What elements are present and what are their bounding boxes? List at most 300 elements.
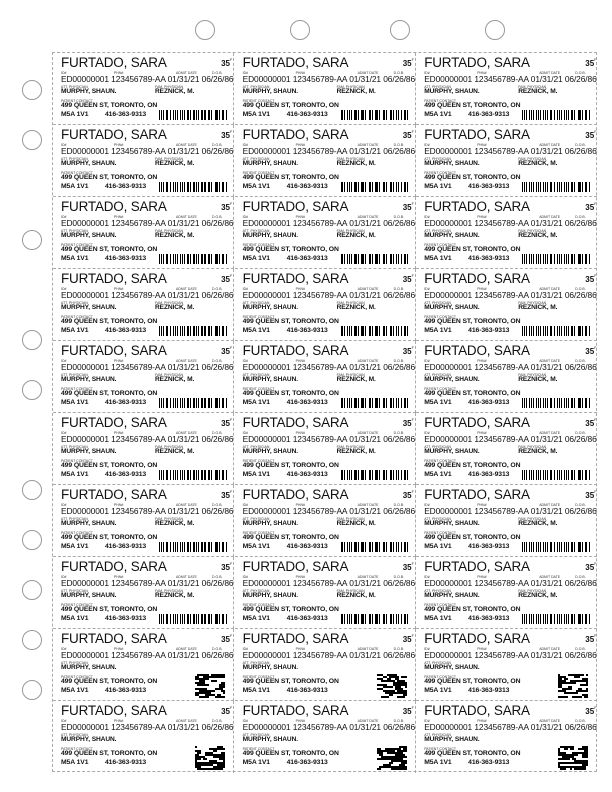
barcode-icon [159,614,229,624]
phone-number: 416-363-9313 [104,111,147,118]
patient-label[interactable] [235,485,416,557]
phn-caption: PHN# [477,71,487,75]
patient-id: ED00000001 [424,650,473,660]
patient-label[interactable] [53,53,234,125]
att-physician: MURPHY, SHAUN. [61,160,117,167]
phn-caption: PHN# [477,287,487,291]
patient-age: 35 [585,59,595,68]
dob-caption: D.O.B. [393,215,405,219]
phone-number: 416-363-9313 [104,615,147,622]
postal-code: M5A 1V1 [424,399,452,406]
patient-label[interactable] [416,485,597,557]
phn-caption: PHN# [295,575,305,579]
att-physician: MURPHY, SHAUN. [424,88,480,95]
punch-hole [195,20,215,40]
date-of-birth: 06/26/86 [383,650,416,660]
dob-caption: D.O.B. [212,143,223,147]
patient-id: ED00000001 [242,146,291,156]
patient-label[interactable] [416,629,597,701]
punch-hole [22,380,42,400]
patient-age: 35 [402,275,412,284]
patient-label[interactable] [416,413,597,485]
fam-physician: REZNICK, M. [518,520,558,527]
patient-id: ED00000001 [242,650,291,660]
patient-name: FURTADO, SARA [61,703,167,718]
id-caption: ID# [424,647,430,651]
id-phn-dates-line [424,506,596,516]
date-of-birth: 06/26/86 [201,74,234,84]
att-physician: MURPHY, SHAUN. [61,736,117,743]
date-of-birth: 06/26/86 [201,146,234,156]
address-line: 499 QUEEN ST, TORONTO, ON [242,174,339,181]
fam-physician: REZNICK, M. [336,232,376,239]
id-phn-dates-line [61,146,233,156]
patient-name: FURTADO, SARA [242,199,349,214]
patient-label[interactable] [235,269,416,341]
id-phn-dates-line [61,434,233,444]
punch-hole [22,580,42,600]
patient-sex: F [594,418,597,422]
fam-physician-caption: FAM. PHYSICIAN [336,229,365,233]
patient-age: 35 [402,707,412,716]
id-phn-dates-line [61,290,233,300]
admit-date: 01/31/21 [349,722,381,732]
patient-id: ED00000001 [61,578,109,588]
phn-caption: PHN# [477,359,487,363]
att-physician-caption: ATT. PHYSICIAN [61,373,88,377]
barcode-icon [159,542,229,552]
att-physician: MURPHY, SHAUN. [61,88,117,95]
id-phn-dates-line [243,650,415,660]
fam-physician: REZNICK, M. [518,232,558,239]
phone-number: 416-363-9313 [104,183,147,190]
patient-name: FURTADO, SARA [61,559,167,574]
id-caption: ID# [242,719,249,723]
dob-caption: D.O.B. [212,719,223,723]
postal-code: M5A 1V1 [242,327,270,334]
phone-number: 416-363-9313 [468,471,510,478]
address-line: 499 QUEEN ST, TORONTO, ON [424,534,521,541]
id-caption: ID# [424,431,430,435]
patient-sex: F [594,202,597,206]
patient-label[interactable] [53,485,234,557]
patient-label[interactable] [416,125,597,197]
punch-hole [22,630,42,650]
patient-name: FURTADO, SARA [424,55,530,70]
admit-date-caption: ADMIT DATE [176,647,197,651]
id-phn-dates-line [61,650,233,660]
patient-label[interactable] [53,341,234,413]
barcode-icon [159,470,229,480]
id-phn-dates-line [243,506,415,516]
patient-contact-caption: PATIENT CONTACT [242,171,275,175]
fam-physician-caption: FAM. PHYSICIAN [518,229,547,233]
patient-label[interactable] [416,53,597,125]
patient-id: ED00000001 [424,506,473,516]
postal-phone-line [243,543,328,550]
att-physician: MURPHY, SHAUN. [242,160,298,167]
phn-caption: PHN# [114,287,124,291]
patient-name: FURTADO, SARA [424,631,530,646]
id-caption: ID# [242,431,249,435]
admit-date: 01/31/21 [167,650,200,660]
postal-code: M5A 1V1 [424,255,452,262]
patient-contact-caption: PATIENT CONTACT [242,675,275,679]
att-physician: MURPHY, SHAUN. [242,736,298,743]
admit-date: 01/31/21 [349,218,381,228]
patient-label[interactable] [53,197,234,269]
admit-date: 01/31/21 [167,218,200,228]
patient-sex: F [411,346,414,350]
phn-caption: PHN# [114,143,124,147]
patient-sex: F [411,418,414,422]
patient-name: FURTADO, SARA [242,271,349,286]
admit-date-caption: ADMIT DATE [539,575,561,579]
patient-name: FURTADO, SARA [61,343,167,358]
date-of-birth: 06/26/86 [201,650,234,660]
patient-phn: 123456789-AA [474,578,529,588]
patient-label[interactable] [53,701,234,773]
patient-label[interactable] [235,125,416,197]
patient-label[interactable] [235,53,416,125]
patient-phn: 123456789-AA [111,434,166,444]
patient-sex: F [594,58,597,62]
date-of-birth: 06/26/86 [564,650,597,660]
patient-sex: F [230,490,233,494]
admit-date: 01/31/21 [530,578,563,588]
punch-hole [22,680,42,700]
patient-age: 35 [221,563,230,572]
id-phn-dates-line [424,290,596,300]
id-caption: ID# [424,719,430,723]
patient-age: 35 [585,419,595,428]
phone-number: 416-363-9313 [104,471,147,478]
postal-code: M5A 1V1 [61,543,89,550]
id-phn-dates-line [61,722,233,732]
patient-name: FURTADO, SARA [242,343,349,358]
barcode-icon [341,254,411,264]
patient-age: 35 [221,347,230,356]
postal-code: M5A 1V1 [61,111,89,118]
id-caption: ID# [61,647,67,651]
patient-name: FURTADO, SARA [424,343,530,358]
att-physician-caption: ATT. PHYSICIAN [61,229,88,233]
phn-caption: PHN# [477,647,487,651]
phone-number: 416-363-9313 [104,327,147,334]
patient-label[interactable] [416,557,597,629]
fam-physician: REZNICK, M. [155,376,195,383]
patient-name: FURTADO, SARA [242,559,349,574]
admit-date-caption: ADMIT DATE [539,359,561,363]
patient-phn: 123456789-AA [474,74,529,84]
admit-date: 01/31/21 [167,578,200,588]
att-physician: MURPHY, SHAUN. [242,376,298,383]
date-of-birth: 06/26/86 [383,722,416,732]
patient-id: ED00000001 [424,722,473,732]
admit-date-caption: ADMIT DATE [176,71,197,75]
patient-phn: 123456789-AA [474,146,529,156]
patient-age: 35 [585,491,595,500]
phone-number: 416-363-9313 [104,543,147,550]
date-of-birth: 06/26/86 [564,146,597,156]
id-phn-dates-line [424,434,596,444]
patient-contact-caption: PATIENT CONTACT [242,459,275,463]
id-phn-dates-line [424,722,596,732]
patient-contact-caption: PATIENT CONTACT [61,459,93,463]
postal-code: M5A 1V1 [424,183,452,190]
patient-name: FURTADO, SARA [242,127,349,142]
admit-date-caption: ADMIT DATE [539,647,561,651]
address-line: 499 QUEEN ST, TORONTO, ON [61,174,158,181]
patient-label[interactable] [53,629,234,701]
patient-phn: 123456789-AA [474,506,529,516]
phn-caption: PHN# [295,503,305,507]
admit-date: 01/31/21 [167,434,200,444]
patient-id: ED00000001 [61,290,109,300]
phn-caption: PHN# [477,575,487,579]
patient-id: ED00000001 [61,434,109,444]
id-caption: ID# [242,215,249,219]
admit-date: 01/31/21 [530,218,563,228]
patient-name: FURTADO, SARA [242,487,349,502]
id-caption: ID# [424,575,430,579]
patient-contact-caption: PATIENT CONTACT [61,387,93,391]
punch-hole [22,230,42,250]
id-caption: ID# [424,503,430,507]
fam-physician: REZNICK, M. [336,592,376,599]
barcode-icon [522,614,592,624]
patient-contact-caption: PATIENT CONTACT [242,603,275,607]
barcode-icon [522,182,592,192]
date-of-birth: 06/26/86 [201,578,234,588]
fam-physician-caption: FAM. PHYSICIAN [155,589,184,593]
address-line: 499 QUEEN ST, TORONTO, ON [424,174,521,181]
id-phn-dates-line [243,434,415,444]
id-caption: ID# [242,287,249,291]
patient-age: 35 [221,707,230,716]
postal-phone-line [243,399,328,406]
barcode-icon [341,614,411,624]
att-physician-caption: ATT. PHYSICIAN [424,85,451,89]
patient-sex: F [411,202,414,206]
admit-date-caption: ADMIT DATE [357,503,379,507]
id-caption: ID# [61,359,67,363]
id-phn-dates-line [243,362,415,372]
att-physician-caption: ATT. PHYSICIAN [424,373,451,377]
barcode-icon [341,542,411,552]
address-line: 499 QUEEN ST, TORONTO, ON [242,390,339,397]
patient-sex: F [411,706,414,710]
att-physician: MURPHY, SHAUN. [424,232,480,239]
barcode-icon [522,254,592,264]
dob-caption: D.O.B. [212,431,223,435]
punch-hole [22,480,42,500]
patient-label[interactable] [235,557,416,629]
patient-name: FURTADO, SARA [61,487,167,502]
id-caption: ID# [61,431,67,435]
dob-caption: D.O.B. [393,431,405,435]
dob-caption: D.O.B. [212,503,223,507]
fam-physician: REZNICK, M. [336,448,376,455]
date-of-birth: 06/26/86 [564,290,597,300]
att-physician-caption: ATT. PHYSICIAN [61,517,88,521]
dob-caption: D.O.B. [212,647,223,651]
id-caption: ID# [242,143,249,147]
postal-phone-line [61,111,146,118]
att-physician-caption: ATT. PHYSICIAN [424,157,451,161]
phone-number: 416-363-9313 [468,615,510,622]
patient-contact-caption: PATIENT CONTACT [424,531,457,535]
patient-name: FURTADO, SARA [61,271,167,286]
date-of-birth: 06/26/86 [383,290,416,300]
patient-contact-caption: PATIENT CONTACT [242,531,275,535]
barcode-icon [341,326,411,336]
fam-physician: REZNICK, M. [336,520,376,527]
postal-code: M5A 1V1 [242,687,270,694]
patient-label[interactable] [416,701,597,773]
patient-label[interactable] [235,701,416,773]
patient-label[interactable] [53,125,234,197]
barcode-icon [341,110,411,120]
fam-physician: REZNICK, M. [518,88,558,95]
postal-phone-line [243,111,328,118]
patient-id: ED00000001 [424,578,473,588]
patient-id: ED00000001 [424,362,473,372]
date-of-birth: 06/26/86 [383,506,416,516]
patient-age: 35 [585,635,595,644]
punch-hole [22,130,42,150]
patient-age: 35 [402,131,412,140]
postal-phone-line [243,255,328,262]
phone-number: 416-363-9313 [286,759,328,766]
phn-caption: PHN# [295,71,305,75]
postal-code: M5A 1V1 [424,615,452,622]
patient-label[interactable] [235,413,416,485]
att-physician-caption: ATT. PHYSICIAN [61,445,88,449]
fam-physician-caption: FAM. PHYSICIAN [336,301,365,305]
fam-physician: REZNICK, M. [518,160,558,167]
att-physician: MURPHY, SHAUN. [61,448,117,455]
barcode-icon [159,254,229,264]
postal-phone-line [61,183,146,190]
patient-sex: F [594,346,597,350]
postal-code: M5A 1V1 [61,183,89,190]
patient-age: 35 [402,563,412,572]
admit-date-caption: ADMIT DATE [357,719,379,723]
address-line: 499 QUEEN ST, TORONTO, ON [242,606,339,613]
patient-contact-caption: PATIENT CONTACT [424,747,457,751]
id-phn-dates-line [61,506,233,516]
patient-label[interactable] [53,269,234,341]
postal-code: M5A 1V1 [424,543,452,550]
patient-name: FURTADO, SARA [424,415,530,430]
admit-date: 01/31/21 [530,74,563,84]
patient-label[interactable] [416,197,597,269]
postal-code: M5A 1V1 [242,255,270,262]
att-physician: MURPHY, SHAUN. [424,736,480,743]
patient-phn: 123456789-AA [292,218,347,228]
id-phn-dates-line [424,74,596,84]
patient-label[interactable] [416,269,597,341]
admit-date: 01/31/21 [349,362,381,372]
fam-physician-caption: FAM. PHYSICIAN [155,229,184,233]
address-line: 499 QUEEN ST, TORONTO, ON [424,678,521,685]
patient-sex: F [411,130,414,134]
patient-age: 35 [221,203,230,212]
fam-physician: REZNICK, M. [518,448,558,455]
admit-date-caption: ADMIT DATE [357,143,379,147]
fam-physician-caption: FAM. PHYSICIAN [518,517,547,521]
id-caption: ID# [61,287,67,291]
patient-label[interactable] [53,413,234,485]
label-sheet [52,52,597,772]
att-physician: MURPHY, SHAUN. [424,376,480,383]
admit-date: 01/31/21 [167,722,200,732]
id-caption: ID# [61,719,67,723]
att-physician-caption: ATT. PHYSICIAN [242,517,270,521]
patient-id: ED00000001 [242,722,291,732]
patient-sex: F [230,274,233,278]
patient-phn: 123456789-AA [474,218,529,228]
date-of-birth: 06/26/86 [564,506,597,516]
id-phn-dates-line [243,290,415,300]
patient-age: 35 [221,419,230,428]
patient-sex: F [230,706,233,710]
patient-age: 35 [402,635,412,644]
patient-name: FURTADO, SARA [242,415,349,430]
patient-contact-caption: PATIENT CONTACT [61,243,93,247]
att-physician: MURPHY, SHAUN. [61,664,117,671]
fam-physician: REZNICK, M. [155,448,195,455]
fam-physician: REZNICK, M. [518,304,558,311]
admit-date-caption: ADMIT DATE [176,719,197,723]
patient-sex: F [411,634,414,638]
postal-phone-line [61,759,146,766]
patient-phn: 123456789-AA [111,218,166,228]
patient-label[interactable] [235,197,416,269]
patient-label[interactable] [235,341,416,413]
patient-sex: F [411,274,414,278]
fam-physician: REZNICK, M. [155,520,195,527]
admit-date-caption: ADMIT DATE [539,71,561,75]
qr-code-icon [558,674,588,698]
patient-id: ED00000001 [61,506,109,516]
qr-code-icon [195,746,225,770]
admit-date: 01/31/21 [349,650,381,660]
patient-label[interactable] [53,557,234,629]
patient-contact-caption: PATIENT CONTACT [424,459,457,463]
patient-label[interactable] [235,629,416,701]
att-physician: MURPHY, SHAUN. [61,520,117,527]
phone-number: 416-363-9313 [286,255,328,262]
postal-phone-line [61,327,146,334]
address-line: 499 QUEEN ST, TORONTO, ON [61,462,158,469]
att-physician-caption: ATT. PHYSICIAN [242,733,270,737]
fam-physician-caption: FAM. PHYSICIAN [336,589,365,593]
date-of-birth: 06/26/86 [383,578,416,588]
id-caption: ID# [242,71,249,75]
postal-code: M5A 1V1 [242,471,270,478]
dob-caption: D.O.B. [212,359,223,363]
phn-caption: PHN# [114,575,124,579]
patient-label[interactable] [416,341,597,413]
patient-phn: 123456789-AA [111,146,166,156]
patient-phn: 123456789-AA [474,362,529,372]
admit-date-caption: ADMIT DATE [176,575,197,579]
postal-code: M5A 1V1 [242,399,270,406]
fam-physician: REZNICK, M. [336,160,376,167]
date-of-birth: 06/26/86 [383,218,416,228]
